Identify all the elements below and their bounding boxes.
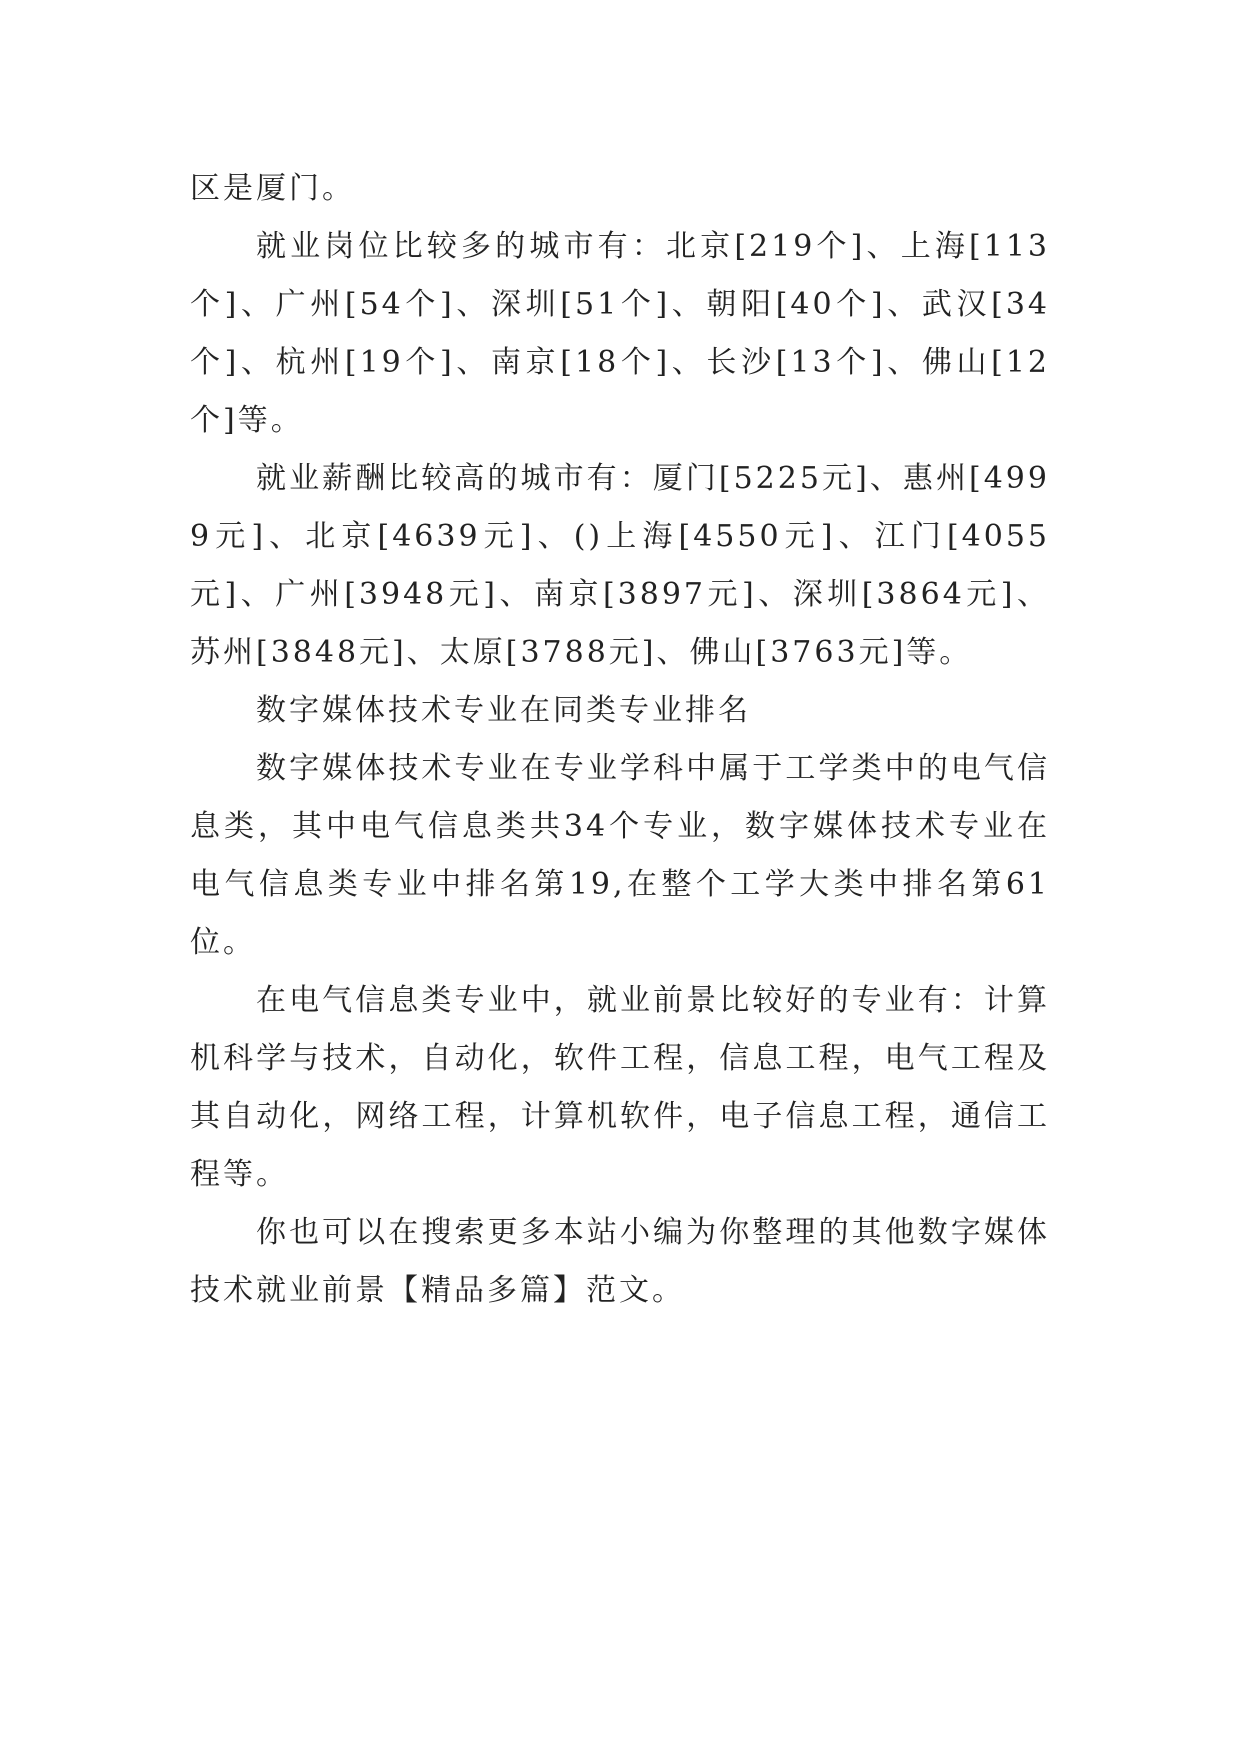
document-page bbox=[190, 160, 1050, 1320]
paragraph-ranking: 数字媒体技术专业在专业学科中属于工学类中的电气信息类，其中电气信息类共34个专业，数字媒体技术专业在电气信息类专业中排名第19,在整个工学大类中排名第61位。 bbox=[190, 751, 1050, 960]
paragraph-continuation: 区是厦门。 bbox=[190, 171, 355, 206]
paragraph-salary-cities: 就业薪酬比较高的城市有：厦门[5225元]、惠州[4999元]、北京[4639元]、()上海[4550元]、江门[4055元]、广州[3948元]、南京[3897元]、深圳[3864元]、苏州[3848元]、太原[3788元]、佛山[3763元]等。 bbox=[190, 461, 1050, 670]
section-heading-ranking: 数字媒体技术专业在同类专业排名 bbox=[256, 693, 751, 728]
paragraph-good-majors: 在电气信息类专业中，就业前景比较好的专业有：计算机科学与技术，自动化，软件工程，信息工程，电气工程及其自动化，网络工程，计算机软件，电子信息工程，通信工程等。 bbox=[190, 983, 1050, 1192]
paragraph-more-articles: 你也可以在搜索更多本站小编为你整理的其他数字媒体技术就业前景【精品多篇】范文。 bbox=[190, 1215, 1050, 1308]
paragraph-job-cities: 就业岗位比较多的城市有：北京[219个]、上海[113个]、广州[54个]、深圳[51个]、朝阳[40个]、武汉[34个]、杭州[19个]、南京[18个]、长沙[13个]、佛山[12个]等。 bbox=[190, 229, 1050, 438]
